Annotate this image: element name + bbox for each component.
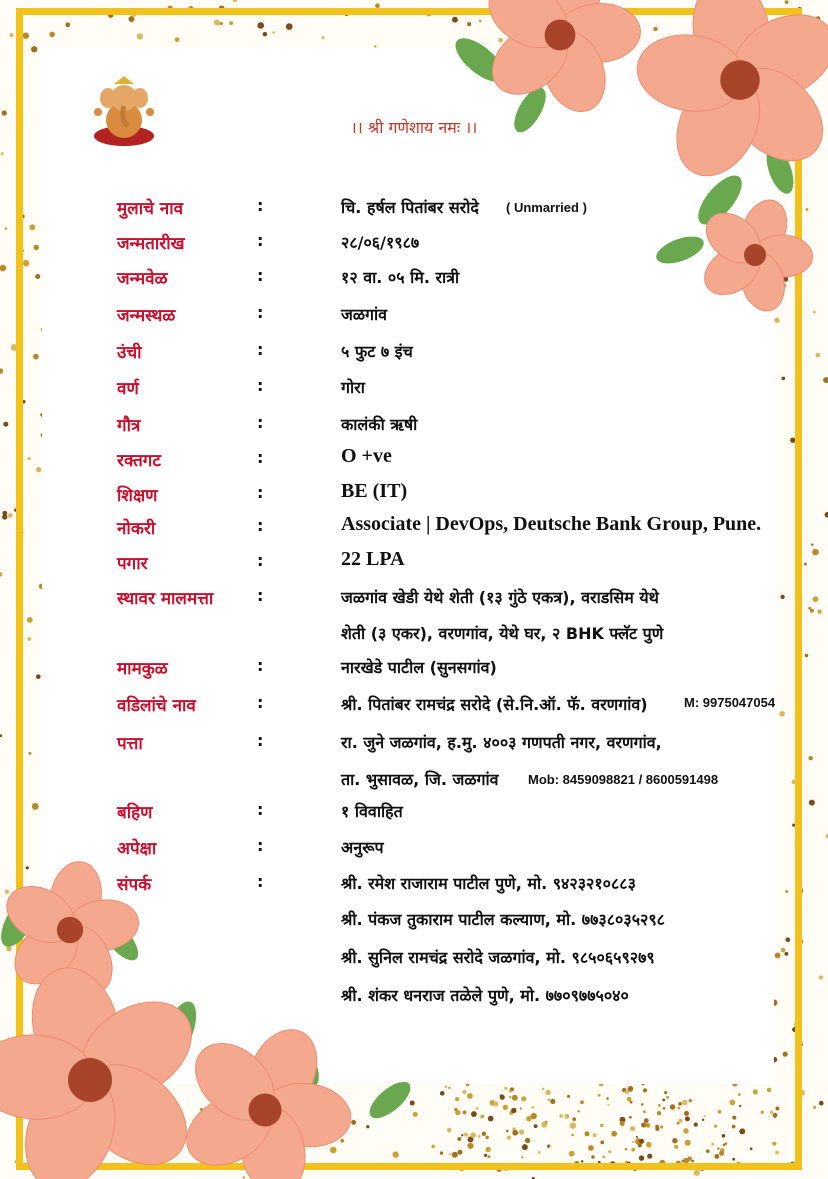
- field-value: नारखेडे पाटील (सुनसगांव): [341, 658, 497, 677]
- field-row: [0, 586, 828, 616]
- field-colon: :: [257, 340, 264, 359]
- field-value: BE (IT): [341, 480, 408, 502]
- field-label: स्थावर मालमत्ता: [117, 589, 214, 609]
- field-colon: :: [257, 303, 264, 322]
- field-label: अपेक्षा: [117, 839, 157, 859]
- field-row: [0, 266, 828, 296]
- dot: [813, 1106, 816, 1109]
- field-row: [0, 303, 828, 333]
- dot: [819, 1101, 824, 1106]
- field-colon: :: [257, 586, 264, 605]
- field-value: १ विवाहित: [341, 802, 403, 821]
- field-colon: :: [257, 413, 264, 432]
- field-label: वडिलांचे नाव: [117, 696, 196, 716]
- field-value: रा. जुने जळगांव, ह.मु. ४००३ गणपती नगर, वरणगांव,: [341, 733, 662, 752]
- field-value: Associate | DevOps, Deutsche Bank Group, Pune.: [341, 513, 762, 535]
- field-row: [0, 196, 828, 226]
- field-value: गोरा: [341, 378, 365, 397]
- field-row: [0, 231, 828, 261]
- leaf: [364, 1076, 416, 1125]
- field-colon: :: [257, 693, 264, 712]
- field-label: मुलाचे नाव: [117, 199, 184, 219]
- field-value: श्री. रमेश राजाराम पाटील पुणे, मो. ९४२३२१०८८३: [341, 874, 636, 893]
- contact-line: श्री. सुनिल रामचंद्र सरोदे जळगांव, मो. ९८५०६५९२७९: [341, 948, 655, 967]
- dot: [233, 0, 237, 2]
- field-colon: :: [257, 231, 264, 250]
- field-value: २८/०६/१९८७: [341, 233, 420, 252]
- field-colon: :: [257, 731, 264, 750]
- flower: [614, 0, 828, 203]
- field-row: [0, 872, 828, 902]
- field-label: बहिण: [117, 803, 153, 823]
- mobile-number: Mob: 8459098821 / 8600591498: [528, 772, 719, 787]
- field-label: पगार: [117, 554, 148, 574]
- field-value: 22 LPA: [341, 548, 405, 570]
- field-row: [0, 656, 828, 686]
- field-colon: :: [257, 551, 264, 570]
- field-label: संपर्क: [117, 875, 152, 895]
- field-value: श्री. पितांबर रामचंद्र सरोदे (से.नि.ऑ. फॅ. वरणगांव): [341, 695, 648, 714]
- field-colon: :: [257, 836, 264, 855]
- field-label: उंची: [117, 343, 142, 363]
- field-label: पत्ता: [117, 734, 143, 754]
- field-colon: :: [257, 656, 264, 675]
- field-row: [0, 376, 828, 406]
- field-value-continued: ता. भुसावळ, जि. जळगांव: [341, 770, 499, 789]
- field-row: [0, 340, 828, 370]
- field-row: [0, 445, 828, 478]
- field-colon: :: [257, 376, 264, 395]
- dot: [5, 227, 8, 230]
- marital-status-note: ( Unmarried ): [506, 200, 587, 215]
- field-colon: :: [257, 448, 264, 467]
- field-colon: :: [257, 516, 264, 535]
- invocation-heading: ।। श्री गणेशाय नमः ।।: [350, 118, 478, 137]
- dot: [2, 110, 7, 115]
- field-colon: :: [257, 483, 264, 502]
- field-label: मामकुळ: [117, 659, 168, 679]
- field-label: जन्मतारीख: [117, 234, 185, 254]
- dot: [819, 975, 823, 979]
- field-colon: :: [257, 800, 264, 819]
- field-value: कालंकी ऋषी: [341, 415, 418, 434]
- dot: [9, 33, 13, 37]
- field-row: [0, 513, 828, 546]
- dot: [1, 152, 4, 155]
- field-label: नोकरी: [117, 519, 156, 539]
- field-value: O +ve: [341, 445, 392, 467]
- field-label: रक्तगट: [117, 451, 161, 471]
- field-value: १२ वा. ०५ मि. रात्री: [341, 268, 460, 287]
- field-label: वर्ण: [117, 379, 139, 399]
- field-row: [0, 413, 828, 443]
- contact-line: श्री. पंकज तुकाराम पाटील कल्याण, मो. ७७३८०३५२९८: [341, 910, 665, 929]
- field-label: शिक्षण: [117, 486, 158, 506]
- field-colon: :: [257, 872, 264, 891]
- field-row: [0, 731, 828, 761]
- field-colon: :: [257, 266, 264, 285]
- field-value: चि. हर्षल पितांबर सरोदे: [341, 198, 479, 217]
- field-colon: :: [257, 196, 264, 215]
- field-label: जन्मवेळ: [117, 269, 168, 289]
- field-label: गौत्र: [117, 416, 141, 436]
- field-label: जन्मस्थळ: [117, 306, 176, 326]
- field-row: [0, 800, 828, 830]
- contact-line: श्री. शंकर धनराज तळेले पुणे, मो. ७७०९७७५०४०: [341, 986, 629, 1005]
- field-value: अनुरूप: [341, 838, 384, 857]
- mobile-number: M: 9975047054: [684, 695, 776, 710]
- field-value: जळगांव खेडी येथे शेती (१३ गुंठे एकत्र), वराडसिम येथे: [341, 588, 659, 607]
- field-row: [0, 836, 828, 866]
- field-value-continued: शेती (३ एकर), वरणगांव, येथे घर, २ BHK फ्लॅट पुणे: [341, 624, 664, 643]
- field-value: ५ फुट ७ इंच: [341, 342, 413, 361]
- field-value: जळगांव: [341, 305, 388, 324]
- field-row: [0, 480, 828, 513]
- dot: [694, 1170, 700, 1176]
- field-row: [0, 548, 828, 581]
